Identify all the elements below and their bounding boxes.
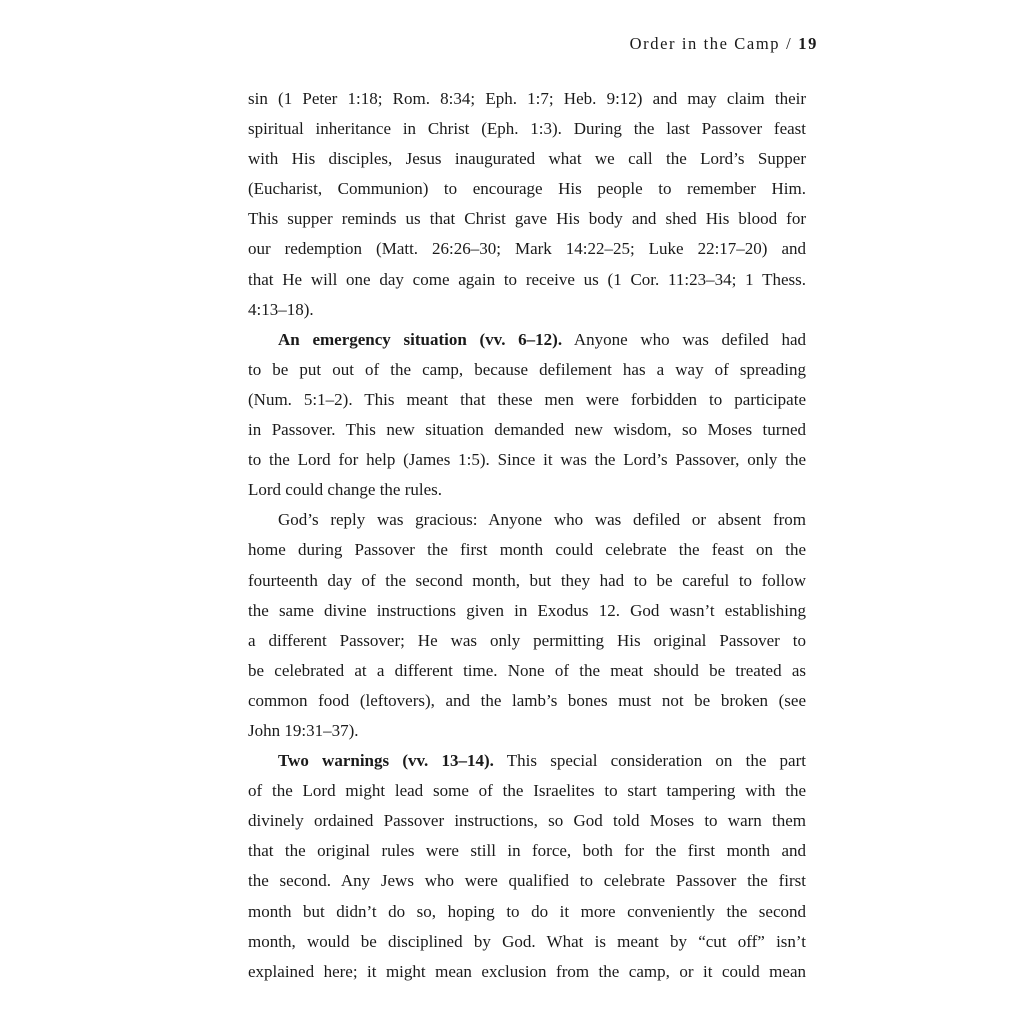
text-line-with-heading xyxy=(248,325,806,355)
text-line: that the original rules were still in force, both for the first month and xyxy=(248,841,806,861)
text-line: God’s reply was gracious: Anyone who was defiled or absent from xyxy=(278,510,806,530)
paragraph-4 xyxy=(248,746,806,987)
text-line: spiritual inheritance in Christ (Eph. 1:3). During the last Passover feast xyxy=(248,119,806,139)
section-heading-warnings: Two warnings (vv. 13–14). xyxy=(278,751,494,771)
text-line: This supper reminds us that Christ gave His body and shed His blood for xyxy=(248,209,806,229)
text-line: John 19:31–37). xyxy=(248,720,359,740)
text-line-tail: Anyone who was defiled had xyxy=(562,329,806,349)
text-line: fourteenth day of the second month, but they had to be careful to follow xyxy=(248,570,806,590)
text-line: the same divine instructions given in Exodus 12. God wasn’t establishing xyxy=(248,600,806,620)
running-head-title: Order in the Camp xyxy=(629,34,781,53)
text-line: our redemption (Matt. 26:26–30; Mark 14:22–25; Luke 22:17–20) and xyxy=(248,239,806,259)
text-line: Lord could change the rules. xyxy=(248,480,443,500)
text-line: a different Passover; He was only permitting His original Passover to xyxy=(248,630,806,650)
text-line: sin (1 Peter 1:18; Rom. 8:34; Eph. 1:7; Heb. 9:12) and may claim their xyxy=(248,89,806,108)
text-line: to the Lord for help (James 1:5). Since it was the Lord’s Passover, only the xyxy=(248,450,806,470)
text-line: in Passover. This new situation demanded new wisdom, so Moses turned xyxy=(248,420,806,440)
text-line: explained here; it might mean exclusion from the camp, or it could mean xyxy=(248,961,806,981)
section-heading-emergency: An emergency situation (vv. 6–12). xyxy=(278,329,563,349)
text-line: be celebrated at a different time. None of the meat should be treated as xyxy=(248,660,806,680)
paragraph-1 xyxy=(248,84,806,325)
text-line: month but didn’t do so, hoping to do it more conveniently the second xyxy=(248,901,806,921)
text-line: to be put out of the camp, because defilement has a way of spreading xyxy=(248,359,806,379)
text-line: of the Lord might lead some of the Israelites to start tampering with the xyxy=(248,781,806,801)
text-line: divinely ordained Passover instructions, so God told Moses to warn them xyxy=(248,811,806,831)
text-line: home during Passover the first month could celebrate the feast on the xyxy=(248,540,806,560)
text-line-tail: This special consideration on the part xyxy=(493,751,806,771)
text-line-with-heading xyxy=(248,746,806,776)
paragraph-3 xyxy=(248,505,806,746)
text-line: common food (leftovers), and the lamb’s bones must not be broken (see xyxy=(248,690,806,710)
text-line: with His disciples, Jesus inaugurated what we call the Lord’s Supper xyxy=(248,149,806,169)
text-line: the second. Any Jews who were qualified to celebrate Passover the first xyxy=(248,871,806,891)
running-head-separator: / xyxy=(786,34,793,53)
text-line: 4:13–18). xyxy=(248,299,314,319)
paragraph-2 xyxy=(248,325,806,506)
text-line: month, would be disciplined by God. What is meant by “cut off” isn’t xyxy=(248,931,806,951)
running-head xyxy=(630,34,818,54)
body-text xyxy=(248,84,806,987)
page-number: 19 xyxy=(798,34,818,53)
text-line: (Num. 5:1–2). This meant that these men were forbidden to participate xyxy=(248,389,806,409)
text-line: (Eucharist, Communion) to encourage His people to remember Him. xyxy=(248,179,806,199)
text-line: that He will one day come again to receive us (1 Cor. 11:23–34; 1 Thess. xyxy=(248,269,806,289)
